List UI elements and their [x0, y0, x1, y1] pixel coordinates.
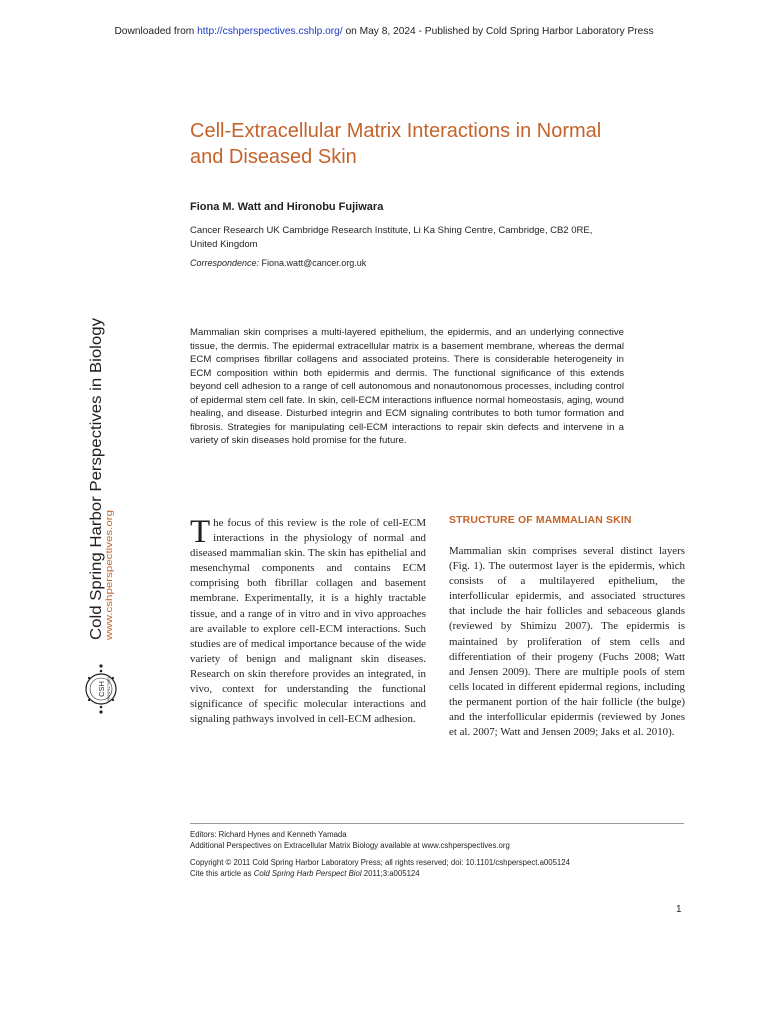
correspondence-email[interactable]: Fiona.watt@cancer.org.uk: [259, 258, 367, 268]
title-line-1: Cell-Extracellular Matrix Interactions in Normal: [190, 120, 602, 142]
download-prefix: Downloaded from: [114, 26, 198, 37]
footer-copyright: Copyright © 2011 Cold Spring Harbor Laboratory Press; all rights reserved; doi: 10.1101/cshperspect.a005124: [190, 858, 570, 867]
cite-prefix: Cite this article as: [190, 869, 254, 878]
logo-text-sub: PERSPECTIVES: [107, 676, 111, 702]
article-title: [190, 118, 710, 170]
logo-text-main: CSH: [97, 681, 106, 697]
title-line-2: and Diseased Skin: [190, 146, 357, 168]
section-heading: STRUCTURE OF MAMMALIAN SKIN: [449, 515, 632, 526]
abstract: Mammalian skin comprises a multi-layered epithelium, the epidermis, and an underlying connective tissue, the dermis. The epidermal extracellular matrix is a basement membrane, whereas the dermal ECM comprises fibrillar collagens and associated proteins. There is considerable heterogeneity in ECM composition within both epidermis and dermis. The functional significance of this extends beyond cell adhesion to a range of cell autonomous and nonautonomous processes, including control of epidermal stem cell fate. In skin, cell-ECM interactions influence normal homeostasis, aging, wound healing, and disease. Disturbed integrin and ECM signaling contributes to both tumor formation and fibrosis. Strategies for manipulating cell-ECM interactions to repair skin defects and intervene in a variety of skin diseases hold promise for the future.: [190, 327, 624, 446]
section-paragraph: Mammalian skin comprises several distinct layers (Fig. 1). The outermost layer is the epidermis, which consists of a multilayered epithelium, the interfollicular epidermis, and associated structures that include the hair follicles and sebaceous glands (reviewed by Shimizu 2007). The epidermis is maintained by proliferation of stem cells and differentiation of their progeny (Fuchs 2008; Watt and Jensen 2009). There are multiple pools of stem cells located in different epidermal regions, including the permanent portion of the hair follicle (the bulge) and the interfollicular epidermis (reviewed by Jones et al. 2007; Watt and Jensen 2009; Jaks et al. 2010).: [449, 545, 685, 739]
footer-editors-block: [190, 829, 510, 851]
footer-copyright-block: [190, 857, 570, 879]
page-number: 1: [676, 904, 682, 915]
drop-cap: T: [190, 514, 211, 550]
affiliation-line-2: United Kingdom: [190, 239, 258, 250]
footer-divider: [190, 823, 684, 824]
authors: Fiona M. Watt and Hironobu Fujiwara: [190, 201, 384, 213]
intro-paragraph: [190, 516, 426, 727]
affiliation-line-1: Cancer Research UK Cambridge Research Institute, Li Ka Shing Centre, Cambridge, CB2 0RE,: [190, 225, 593, 236]
journal-url-link[interactable]: www.cshperspectives.org: [104, 538, 114, 640]
footer-additional: Additional Perspectives on Extracellular Matrix Biology available at www.cshperspectives.org: [190, 841, 510, 850]
cite-journal: Cold Spring Harb Perspect Biol: [253, 869, 362, 878]
footer-cite: [190, 868, 570, 879]
download-link[interactable]: http://cshperspectives.cshlp.org/: [197, 26, 343, 37]
download-notice: [0, 26, 768, 37]
footer-editors: Editors: Richard Hynes and Kenneth Yamada: [190, 830, 347, 839]
cite-suffix: 2011;3:a005124: [361, 869, 420, 878]
journal-spine: [80, 318, 114, 640]
affiliation: [190, 224, 630, 252]
correspondence-label: Correspondence:: [190, 258, 260, 268]
csh-logo: [82, 660, 120, 718]
download-suffix: on May 8, 2024 - Published by Cold Spring Harbor Laboratory Press: [342, 26, 654, 37]
journal-name: Cold Spring Harbor Perspectives in Biology: [88, 342, 105, 640]
intro-text: he focus of this review is the role of cell-ECM interactions in the physiology of normal and diseased mammalian skin. The skin has epithelial and mesenchymal components and contains ECM comprising both fibrillar collagen and basement membrane. Experimentally, it is a highly tractable tissue, and a range of in vitro and in vivo approaches are available to explore cell-ECM interactions. Such studies are of medical importance because of the wide variety of benign and malignant skin diseases. Research on skin therefore provides an integrated, in vivo, context for understanding the functional significance of specific molecular interactions and signaling pathways involved in cell-ECM adhesion.: [190, 517, 426, 726]
correspondence: [190, 258, 366, 268]
